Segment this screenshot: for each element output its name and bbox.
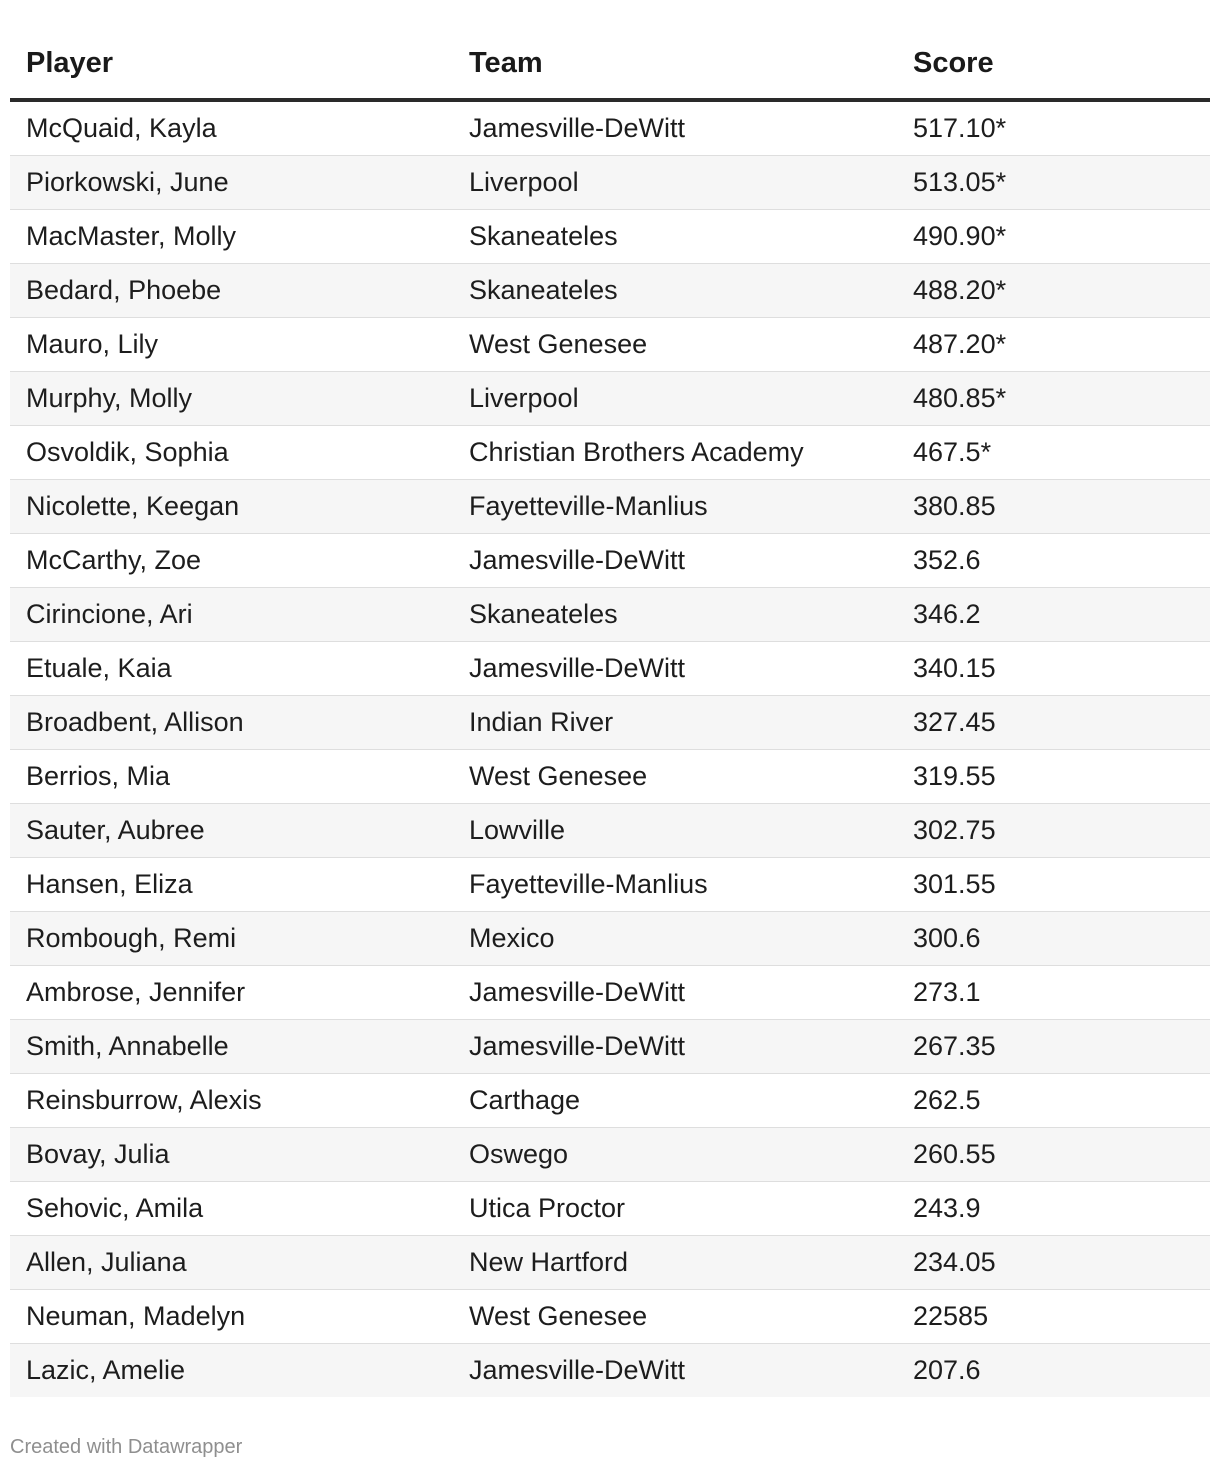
table-row	[10, 966, 1210, 1020]
player-cell: Osvoldik, Sophia	[10, 426, 453, 480]
team-cell: West Genesee	[453, 1290, 897, 1344]
table-row	[10, 100, 1210, 156]
team-cell: Liverpool	[453, 156, 897, 210]
player-cell: Broadbent, Allison	[10, 696, 453, 750]
team-cell: Skaneateles	[453, 210, 897, 264]
table-row	[10, 804, 1210, 858]
score-cell: 480.85*	[897, 372, 1210, 426]
table-row	[10, 858, 1210, 912]
table-row	[10, 912, 1210, 966]
score-cell: 513.05*	[897, 156, 1210, 210]
player-cell: Murphy, Molly	[10, 372, 453, 426]
team-cell: Jamesville-DeWitt	[453, 966, 897, 1020]
table-row	[10, 1182, 1210, 1236]
player-cell: MacMaster, Molly	[10, 210, 453, 264]
team-cell: Utica Proctor	[453, 1182, 897, 1236]
team-cell: Jamesville-DeWitt	[453, 534, 897, 588]
player-cell: Smith, Annabelle	[10, 1020, 453, 1074]
table-row	[10, 750, 1210, 804]
score-cell: 260.55	[897, 1128, 1210, 1182]
team-cell: Jamesville-DeWitt	[453, 1020, 897, 1074]
team-cell: Oswego	[453, 1128, 897, 1182]
score-cell: 22585	[897, 1290, 1210, 1344]
score-cell: 352.6	[897, 534, 1210, 588]
footer-credit: Created with Datawrapper	[10, 1436, 243, 1458]
score-cell: 301.55	[897, 858, 1210, 912]
team-cell: Skaneateles	[453, 264, 897, 318]
score-cell: 302.75	[897, 804, 1210, 858]
player-cell: Neuman, Madelyn	[10, 1290, 453, 1344]
score-cell: 487.20*	[897, 318, 1210, 372]
team-cell: Skaneateles	[453, 588, 897, 642]
player-cell: Etuale, Kaia	[10, 642, 453, 696]
table-row	[10, 210, 1210, 264]
player-cell: McQuaid, Kayla	[10, 100, 453, 156]
player-cell: Sehovic, Amila	[10, 1182, 453, 1236]
team-cell: Liverpool	[453, 372, 897, 426]
score-cell: 490.90*	[897, 210, 1210, 264]
player-cell: Allen, Juliana	[10, 1236, 453, 1290]
score-cell: 380.85	[897, 480, 1210, 534]
score-cell: 319.55	[897, 750, 1210, 804]
team-cell: Mexico	[453, 912, 897, 966]
player-cell: Nicolette, Keegan	[10, 480, 453, 534]
table-row	[10, 1128, 1210, 1182]
team-cell: Indian River	[453, 696, 897, 750]
table-row	[10, 426, 1210, 480]
player-cell: Berrios, Mia	[10, 750, 453, 804]
team-cell: Lowville	[453, 804, 897, 858]
team-cell: Carthage	[453, 1074, 897, 1128]
column-header-score[interactable]: Score	[897, 28, 1210, 100]
table-row	[10, 318, 1210, 372]
table-header-row	[10, 28, 1210, 100]
table-row	[10, 642, 1210, 696]
team-cell: Jamesville-DeWitt	[453, 1344, 897, 1398]
score-cell: 467.5*	[897, 426, 1210, 480]
table-row	[10, 372, 1210, 426]
data-table-container	[10, 28, 1210, 1397]
table-body	[10, 100, 1210, 1397]
table-row	[10, 1074, 1210, 1128]
player-cell: McCarthy, Zoe	[10, 534, 453, 588]
score-cell: 300.6	[897, 912, 1210, 966]
score-cell: 267.35	[897, 1020, 1210, 1074]
player-cell: Mauro, Lily	[10, 318, 453, 372]
data-table	[10, 28, 1210, 1397]
player-cell: Bedard, Phoebe	[10, 264, 453, 318]
score-cell: 234.05	[897, 1236, 1210, 1290]
player-cell: Sauter, Aubree	[10, 804, 453, 858]
team-cell: Fayetteville-Manlius	[453, 480, 897, 534]
player-cell: Lazic, Amelie	[10, 1344, 453, 1398]
score-cell: 346.2	[897, 588, 1210, 642]
table-row	[10, 1290, 1210, 1344]
player-cell: Rombough, Remi	[10, 912, 453, 966]
team-cell: Jamesville-DeWitt	[453, 642, 897, 696]
score-cell: 517.10*	[897, 100, 1210, 156]
player-cell: Bovay, Julia	[10, 1128, 453, 1182]
table-row	[10, 156, 1210, 210]
player-cell: Cirincione, Ari	[10, 588, 453, 642]
table-row	[10, 264, 1210, 318]
team-cell: Jamesville-DeWitt	[453, 100, 897, 156]
team-cell: Fayetteville-Manlius	[453, 858, 897, 912]
score-cell: 327.45	[897, 696, 1210, 750]
table-row	[10, 588, 1210, 642]
table-row	[10, 480, 1210, 534]
score-cell: 262.5	[897, 1074, 1210, 1128]
column-header-player[interactable]: Player	[10, 28, 453, 100]
score-cell: 340.15	[897, 642, 1210, 696]
score-cell: 243.9	[897, 1182, 1210, 1236]
player-cell: Piorkowski, June	[10, 156, 453, 210]
table-row	[10, 534, 1210, 588]
team-cell: West Genesee	[453, 750, 897, 804]
team-cell: Christian Brothers Academy	[453, 426, 897, 480]
column-header-team[interactable]: Team	[453, 28, 897, 100]
player-cell: Ambrose, Jennifer	[10, 966, 453, 1020]
score-cell: 207.6	[897, 1344, 1210, 1398]
player-cell: Reinsburrow, Alexis	[10, 1074, 453, 1128]
team-cell: West Genesee	[453, 318, 897, 372]
table-row	[10, 1344, 1210, 1398]
player-cell: Hansen, Eliza	[10, 858, 453, 912]
table-row	[10, 696, 1210, 750]
table-row	[10, 1020, 1210, 1074]
score-cell: 488.20*	[897, 264, 1210, 318]
team-cell: New Hartford	[453, 1236, 897, 1290]
table-row	[10, 1236, 1210, 1290]
score-cell: 273.1	[897, 966, 1210, 1020]
